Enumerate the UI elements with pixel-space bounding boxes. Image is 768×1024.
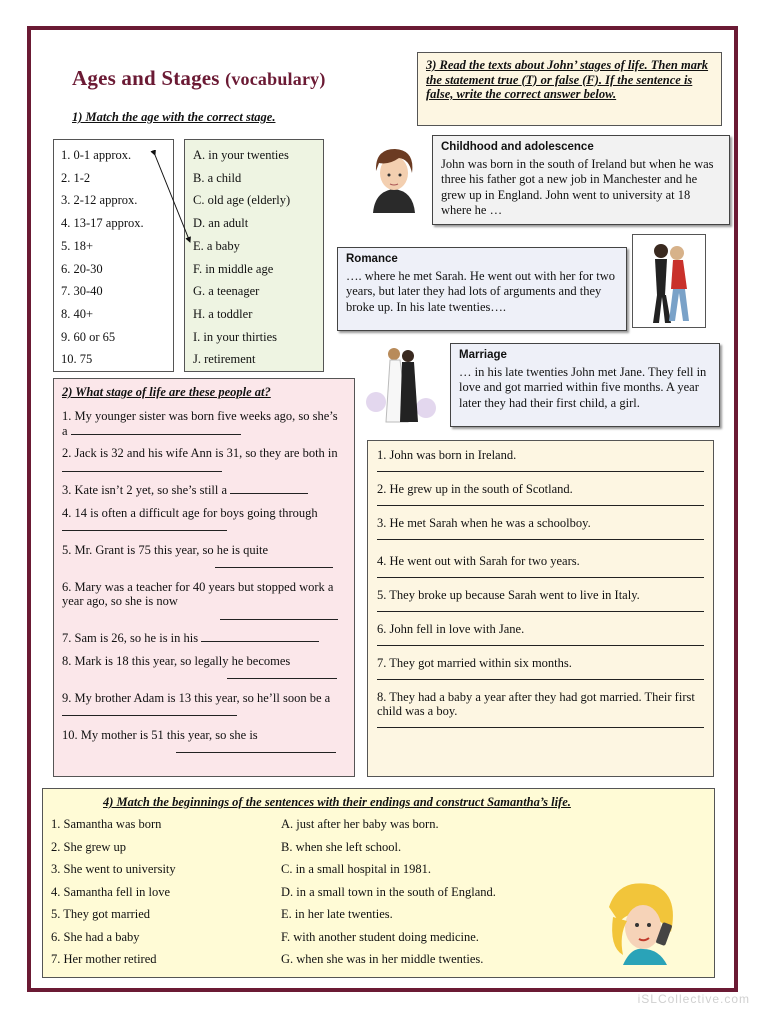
q2-item: 6. Mary was a teacher for 40 years but stopped work a year ago, so she is now: [62, 580, 346, 624]
q4-ending: E. in her late twenties.: [281, 907, 393, 921]
q2-item: 8. Mark is 18 this year, so legally he becomes: [62, 654, 346, 683]
list-item: E. a baby: [193, 238, 240, 253]
card-title: Childhood and adolescence: [441, 141, 594, 153]
tf-statement: 3. He met Sarah when he was a schoolboy.: [377, 516, 591, 530]
card-text: … in his late twenties John met Jane. They fell in love and got married within five months. A year later they had their first child, a girl.: [459, 364, 707, 410]
q4-beginning: 3. She went to university: [51, 862, 176, 876]
card-childhood: [432, 135, 730, 225]
q2-heading: 2) What stage of life are these people at?: [62, 385, 271, 399]
q4-beginning: 7. Her mother retired: [51, 952, 157, 966]
answer-line[interactable]: [377, 496, 704, 506]
q3-heading-box: [417, 52, 722, 126]
tf-statement: 5. They broke up because Sarah went to live in Italy.: [377, 588, 640, 602]
q2-item: 1. My younger sister was born five weeks ago, so she’s a: [62, 409, 338, 438]
list-item: 8. 40+: [61, 306, 94, 321]
watermark: iSLCollective.com: [637, 992, 750, 1006]
answer-line[interactable]: [377, 636, 704, 646]
woman-phone-image: [579, 877, 699, 965]
answer-line[interactable]: [377, 718, 704, 728]
q2-item: 9. My brother Adam is 13 this year, so he’ll soon be a: [62, 691, 346, 720]
card-marriage: [450, 343, 720, 427]
q2-box: [53, 378, 355, 777]
answer-line[interactable]: [377, 568, 704, 578]
list-item: 5. 18+: [61, 238, 94, 253]
q4-heading: 4) Match the beginnings of the sentences with their endings and construct Samantha’s life.: [103, 795, 571, 809]
q2-item: 10. My mother is 51 this year, so she is: [62, 728, 346, 757]
tf-statement: 1. John was born in Ireland.: [377, 448, 517, 462]
q2-item: 5. Mr. Grant is 75 this year, so he is quite: [62, 543, 346, 572]
list-item: H. a toddler: [193, 306, 253, 321]
wedding-image: [366, 342, 436, 426]
answer-line[interactable]: [377, 462, 704, 472]
page-title: Ages and Stages (vocabulary): [72, 66, 326, 90]
list-item: C. old age (elderly): [193, 193, 291, 208]
tf-statement: 2. He grew up in the south of Scotland.: [377, 482, 573, 496]
tf-statement: 6. John fell in love with Jane.: [377, 622, 525, 636]
q1-stages-box: [184, 139, 324, 372]
q4-ending: C. in a small hospital in 1981.: [281, 862, 431, 876]
tf-statement: 8. They had a baby a year after they had got married. Their first child was a boy.: [377, 690, 695, 718]
card-romance: [337, 247, 627, 331]
q4-ending: F. with another student doing medicine.: [281, 930, 479, 944]
boy-image: [365, 143, 423, 213]
list-item: F. in middle age: [193, 261, 274, 276]
q2-item: 2. Jack is 32 and his wife Ann is 31, so they are both in: [62, 446, 346, 475]
list-item: 10. 75: [61, 352, 93, 367]
q4-ending: B. when she left school.: [281, 840, 402, 854]
q4-beginning: 4. Samantha fell in love: [51, 885, 171, 899]
answer-line[interactable]: [377, 670, 704, 680]
match-arrow-icon: [150, 150, 200, 250]
card-title: Marriage: [459, 349, 507, 361]
q2-item: 4. 14 is often a difficult age for boys going through: [62, 506, 346, 535]
q4-beginning: 6. She had a baby: [51, 930, 140, 944]
card-title: Romance: [346, 253, 398, 265]
list-item: G. a teenager: [193, 284, 260, 299]
list-item: 9. 60 or 65: [61, 329, 116, 344]
q4-beginning: 1. Samantha was born: [51, 817, 162, 831]
list-item: 4. 13-17 approx.: [61, 216, 144, 231]
q4-beginning: 5. They got married: [51, 907, 151, 921]
q4-ending: A. just after her baby was born.: [281, 817, 439, 831]
list-item: B. a child: [193, 170, 242, 185]
list-item: 6. 20-30: [61, 261, 103, 276]
q4-ending: D. in a small town in the south of England.: [281, 885, 496, 899]
q2-item: 3. Kate isn’t 2 yet, so she’s still a: [62, 483, 346, 498]
card-text: …. where he met Sarah. He went out with her for two years, but later they had lots of arguments and they broke up. In his late twenties….: [346, 268, 616, 314]
card-text: John was born in the south of Ireland but when he was three his father got a new job in Manchester and he grew up in England. John went to university at 18 where he …: [441, 156, 714, 218]
list-item: J. retirement: [193, 352, 256, 367]
list-item: 2. 1-2: [61, 170, 91, 185]
q1-stages-list: [193, 144, 323, 371]
q3-heading: 3) Read the texts about John’ stages of life. Then mark the statement true (T) or false (F). If the sentence is false, write the correct answer below.: [426, 58, 709, 101]
list-item: A. in your twenties: [193, 148, 289, 162]
couple-image: [632, 234, 706, 328]
q4-beginning: 2. She grew up: [51, 840, 126, 854]
list-item: D. an adult: [193, 216, 249, 231]
answer-line[interactable]: [377, 530, 704, 540]
tf-statement: 4. He went out with Sarah for two years.: [377, 554, 580, 568]
list-item: 7. 30-40: [61, 284, 103, 299]
tf-statements-box: [367, 440, 714, 777]
q4-ending: G. when she was in her middle twenties.: [281, 952, 484, 966]
list-item: 3. 2-12 approx.: [61, 193, 138, 208]
list-item: I. in your thirties: [193, 329, 278, 344]
q4-box: [42, 788, 715, 978]
q2-item: 7. Sam is 26, so he is in his: [62, 631, 346, 646]
tf-statement: 7. They got married within six months.: [377, 656, 572, 670]
answer-line[interactable]: [377, 602, 704, 612]
list-item: 1. 0-1 approx.: [61, 148, 132, 162]
q1-heading: 1) Match the age with the correct stage.: [72, 110, 276, 124]
